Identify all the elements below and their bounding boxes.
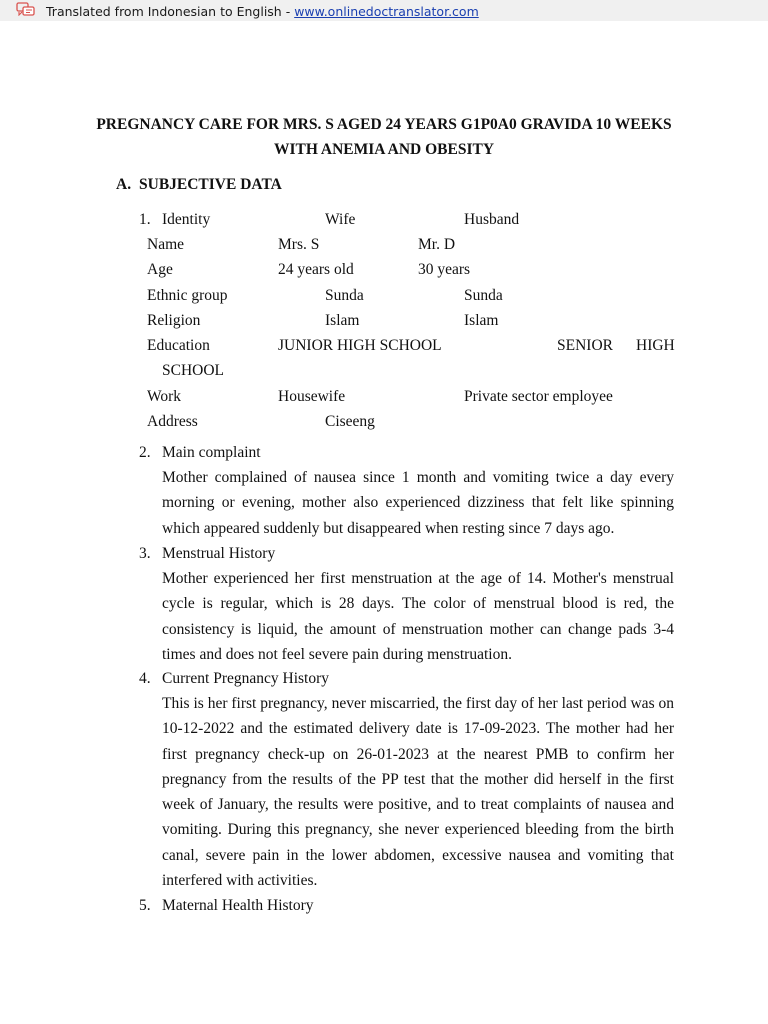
name-label: Name bbox=[147, 236, 185, 253]
section-a-marker: A. bbox=[116, 176, 132, 193]
translator-link[interactable]: www.onlinedoctranslator.com bbox=[294, 4, 479, 19]
item-1-number: 1. bbox=[139, 211, 151, 228]
work-husband: Private sector employee bbox=[464, 388, 613, 405]
address-value: Ciseeng bbox=[325, 413, 375, 430]
education-husband-word-2: HIGH bbox=[636, 337, 675, 354]
age-label: Age bbox=[147, 261, 173, 278]
ethnic-husband: Sunda bbox=[464, 287, 503, 304]
translator-logo-icon bbox=[16, 2, 36, 16]
ethnic-wife: Sunda bbox=[325, 287, 364, 304]
name-wife: Mrs. S bbox=[278, 236, 320, 253]
education-husband-word-3: SCHOOL bbox=[162, 362, 225, 379]
menstrual-history-text: Mother experienced her first menstruation at the age of 14. Mother's menstrual cycle is regular, which is 28 days. The color of menstrual blood is red, the consistency is liquid, the amount of menstruation mother can change pads 3-4 times and does not feel severe pain during menstruation. bbox=[162, 570, 674, 663]
main-complaint-text: Mother complained of nausea since 1 month and vomiting twice a day every morning or evening, mother also experienced dizziness that felt like spinning which appeared suddenly but disappeared when resting since 7 days ago. bbox=[162, 469, 674, 537]
age-husband: 30 years bbox=[418, 261, 471, 278]
religion-wife: Islam bbox=[325, 312, 360, 329]
name-husband: Mr. D bbox=[418, 236, 456, 253]
age-wife: 24 years old bbox=[278, 261, 354, 278]
document-title-line-2: WITH ANEMIA AND OBESITY bbox=[273, 141, 495, 158]
identity-heading: Identity bbox=[162, 211, 211, 228]
education-wife: JUNIOR HIGH SCHOOL bbox=[278, 337, 442, 354]
maternal-health-heading: Maternal Health History bbox=[162, 897, 314, 914]
identity-col-husband: Husband bbox=[464, 211, 520, 228]
item-3-number: 3. bbox=[139, 545, 151, 562]
item-2-number: 2. bbox=[139, 444, 151, 461]
ethnic-label: Ethnic group bbox=[147, 287, 228, 304]
section-a-heading: SUBJECTIVE DATA bbox=[139, 176, 282, 193]
education-label: Education bbox=[147, 337, 210, 354]
religion-husband: Islam bbox=[464, 312, 499, 329]
translation-bar bbox=[0, 0, 768, 21]
menstrual-history-heading: Menstrual History bbox=[162, 545, 276, 562]
current-pregnancy-heading: Current Pregnancy History bbox=[162, 670, 330, 687]
document-title-line-1: PREGNANCY CARE FOR MRS. S AGED 24 YEARS G1P0A0 GRAVIDA 10 WEEKS bbox=[96, 116, 672, 133]
main-complaint-heading: Main complaint bbox=[162, 444, 261, 461]
work-wife: Housewife bbox=[278, 388, 346, 405]
item-4-number: 4. bbox=[139, 670, 151, 687]
religion-label: Religion bbox=[147, 312, 201, 329]
work-label: Work bbox=[147, 388, 182, 405]
item-5-number: 5. bbox=[139, 897, 151, 914]
translation-prefix: Translated from Indonesian to English - bbox=[46, 4, 295, 19]
translation-notice bbox=[46, 4, 479, 19]
current-pregnancy-text: This is her first pregnancy, never miscarried, the first day of her last period was on 10-12-2022 and the estimated delivery date is 17-09-2023. The mother had her first pregnancy check-up on 26-01-2023 at the nearest PMB to confirm her pregnancy from the results of the PP test that the mother did herself in the first week of January, the results were positive, and to treat complaints of nausea and vomiting. During this pregnancy, she never experienced bleeding from the birth canal, severe pain in the lower abdomen, excessive nausea and vomiting that interfered with activities. bbox=[162, 695, 674, 890]
education-husband-word-1: SENIOR bbox=[557, 337, 613, 354]
identity-col-wife: Wife bbox=[325, 211, 356, 228]
address-label: Address bbox=[147, 413, 198, 430]
